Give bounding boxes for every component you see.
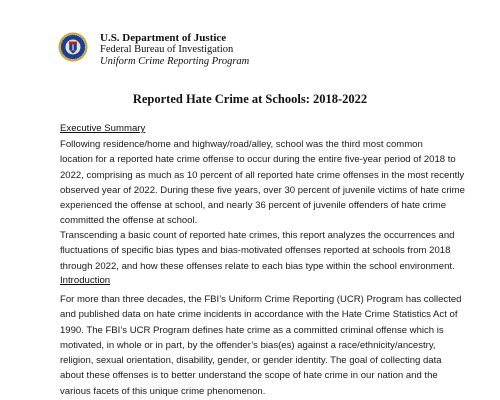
text-line: experienced the offense at school, and nearly 36 percent of juvenile offenders of hate crime [60,200,447,212]
text-line: through 2022, and how these offenses relate to each bias type within the school environment. [60,260,455,272]
text-line: For more than three decades, the FBI’s Uniform Crime Reporting (UCR) Program has collected [60,294,462,305]
introduction-paragraph [60,292,480,399]
text-line: motivated, in whole or in part, by the offender’s bias(es) against a race/ethnicity/ancestry, [60,339,436,351]
agency-block [100,32,249,68]
executive-summary-paragraph-1 [60,137,480,229]
text-line: Transcending a basic count of reported hate crimes, this report analyzes the occurrences and [60,230,455,241]
introduction-heading: Introduction [60,275,111,286]
text-line: fluctuations of specific bias types and bias-motivated offenses reported at schools from 2018 [60,245,451,257]
fbi-seal-icon [58,32,88,62]
text-line: observed year of 2022. During these five years, over 30 percent of juvenile victims of hate crime [60,184,465,196]
text-line: committed the offense at school. [60,215,198,227]
text-line: about these offenses is to better understand the scope of hate crime in our nation and the [60,370,438,382]
text-line: 2022, comprising as much as 10 percent of all reported hate crime offenses in the most recently [60,169,465,181]
executive-summary-paragraph-2 [60,228,480,274]
text-line: religion, sexual orientation, disability, gender, or gender identity. The goal of collecting data [60,355,442,367]
program-name: Uniform Crime Reporting Program [100,56,250,67]
text-line: 1990. The FBI’s UCR Program defines hate crime as a committed criminal offense which is [60,324,444,336]
text-line: various facets of this unique crime phenomenon. [60,385,266,397]
report-title: Reported Hate Crime at Schools: 2018-2022 [132,92,368,106]
text-line: location for a reported hate crime offense to occur during the entire five-year period of 2018 to [60,154,456,166]
executive-summary-heading: Executive Summary [60,123,146,134]
text-line: Following residence/home and highway/road/alley, school was the third most common [60,139,423,150]
bureau-name: Federal Bureau of Investigation [100,44,234,55]
text-line: and published data on hate crime incidents in accordance with the Hate Crime Statistics Act of [60,309,458,321]
department-name: U.S. Department of Justice [100,32,227,44]
